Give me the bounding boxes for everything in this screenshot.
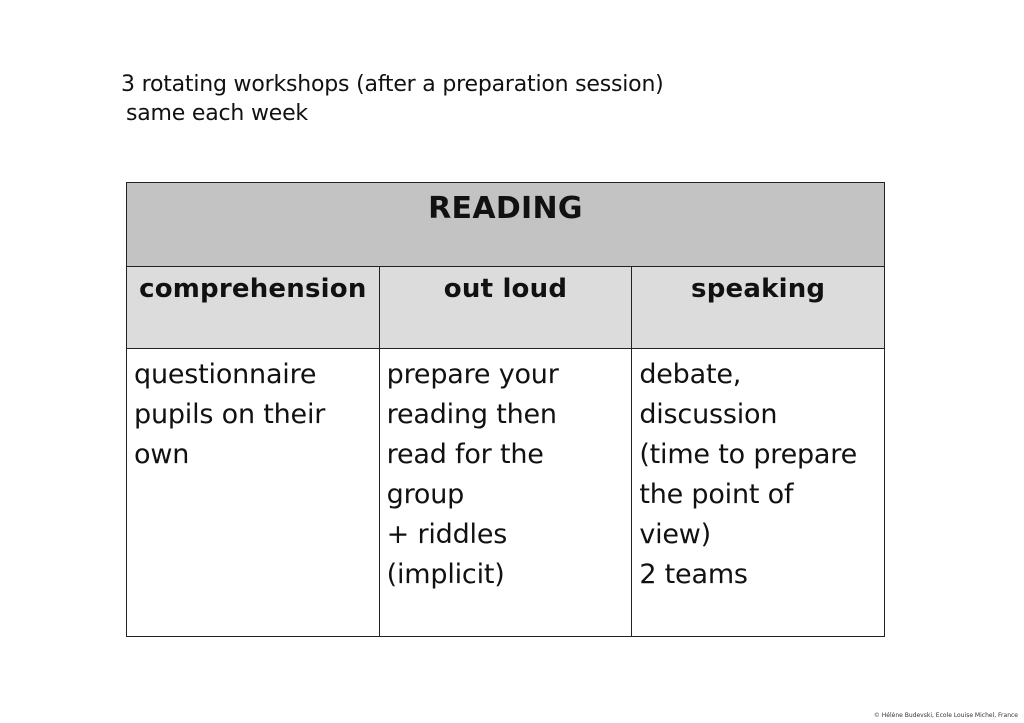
cell-line: group	[386, 479, 465, 510]
cell-line: prepare your	[386, 359, 559, 390]
column-body-comprehension	[127, 349, 380, 637]
cell-line: (implicit)	[386, 559, 505, 590]
workshop-table	[126, 182, 885, 637]
cell-line: discussion	[639, 399, 778, 430]
cell-line: debate,	[639, 359, 742, 390]
copyright-credit: © Hélène Budevski, Ecole Louise Michel, France	[873, 712, 1018, 719]
cell-line: questionnaire	[134, 359, 317, 390]
column-header-speaking: speaking	[632, 267, 885, 349]
intro-text	[121, 70, 664, 128]
cell-line: + riddles	[386, 519, 508, 550]
intro-line-1: 3 rotating workshops (after a preparation session)	[121, 72, 664, 97]
cell-line: 2 teams	[639, 559, 748, 590]
column-body-out-loud	[379, 349, 632, 637]
cell-line: view)	[639, 519, 712, 550]
column-body-speaking	[632, 349, 885, 637]
cell-line: the point of	[639, 479, 794, 510]
cell-line: pupils on their	[134, 399, 326, 430]
cell-line: (time to prepare	[639, 439, 857, 470]
cell-line: read for the	[386, 439, 544, 470]
cell-line: own	[134, 439, 190, 470]
column-header-out-loud: out loud	[379, 267, 632, 349]
column-header-comprehension: comprehension	[127, 267, 380, 349]
cell-line: reading then	[386, 399, 557, 430]
table-title: READING	[127, 183, 885, 267]
intro-line-2: same each week	[126, 101, 308, 126]
